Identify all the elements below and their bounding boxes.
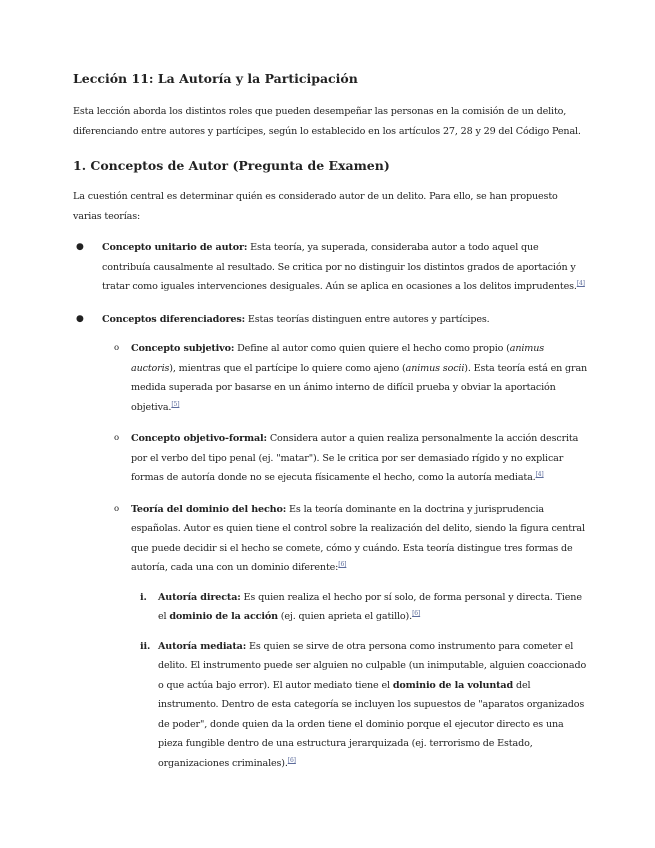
text-mediata-2: del instrumento. Dentro de esta categoría se incluyen los supuestos de "aparatos organizados de poder", donde quien da la orden tiene el dominio porque el ejecutor directo es una pieza fungible dentro de una estructura jerarquizada (ej. terrorismo de Estado, organizaciones criminales).: [158, 679, 585, 769]
bullet-icon: ●: [76, 242, 84, 252]
list-item-autoria-mediata: [131, 637, 588, 774]
list-item-unitario: [73, 238, 588, 297]
list-item-dominio: [102, 500, 588, 774]
footnote-link[interactable]: [6]: [287, 756, 296, 764]
text-directa-1: Es quien realiza el hecho por sí solo, de forma personal y directa. Tiene el: [158, 591, 582, 622]
lesson-title: Lección 11: La Autoría y la Participación: [73, 71, 358, 86]
latin-animus-socii: animus socii: [405, 362, 465, 374]
term-unitario: Concepto unitario de autor:: [102, 242, 248, 253]
term-autoria-mediata: Autoría mediata:: [158, 640, 247, 652]
text-dominio: Es la teoría dominante en la doctrina y jurisprudencia españolas. Autor es quien tiene el control sobre la realización del delito, siendo la figura central que puede decidir si el hecho se comete, cómo y cuándo. Esta teoría distingue tres formas de autoría, cada una con un dominio diferente:: [131, 503, 585, 573]
diferenciadores-sublist: [102, 339, 588, 773]
term-autoria-directa: Autoría directa:: [158, 591, 241, 603]
bold-dominio-voluntad: dominio de la voluntad: [392, 679, 514, 691]
latin-animus-auctoris: animus auctoris: [131, 343, 545, 374]
section-heading: 1. Conceptos de Autor (Pregunta de Examen): [73, 158, 390, 173]
text-unitario: Esta teoría, ya superada, consideraba autor a todo aquel que contribuía causalmente al resultado. Se critica por no distinguir los distintos grados de aportación y tratar como iguales intervenciones desiguales. Aún se aplica en ocasiones a los delitos imprudentes.: [102, 242, 577, 292]
list-item-objetivo-formal: [102, 429, 588, 488]
bold-dominio-accion: dominio de la acción: [169, 611, 278, 622]
theories-list: [73, 238, 588, 773]
item-number: ii.: [140, 640, 151, 652]
hollow-bullet-icon: o: [114, 343, 119, 353]
term-objetivo-formal: Concepto objetivo-formal:: [131, 433, 267, 444]
term-dominio: Teoría del dominio del hecho:: [131, 503, 287, 515]
lesson-intro: Esta lección aborda los distintos roles que pueden desempeñar las personas en la comisión de un delito, diferenciando entre autores y partícipes, según lo establecido en los artículos 27, 28 y 29 del Código Penal.: [73, 106, 581, 137]
footnote-link[interactable]: [4]: [535, 471, 544, 478]
text-objetivo-formal: Considera autor a quien realiza personalmente la acción descrita por el verbo del tipo penal (ej. "matar"). Se le critica por ser demasiado rígido y no explicar formas de autoría donde no se ejecuta físicamente el hecho, como la autoría mediata.: [131, 433, 579, 483]
autoria-forms-list: [131, 588, 588, 774]
list-item-subjetivo: [102, 339, 588, 417]
text-subjetivo-1: Define al autor como quien quiere el hecho como propio (: [234, 343, 510, 354]
term-subjetivo: Concepto subjetivo:: [131, 343, 235, 354]
footnote-link[interactable]: [6]: [412, 610, 421, 617]
list-item-autoria-directa: [131, 588, 588, 627]
term-diferenciadores: Conceptos diferenciadores:: [102, 313, 245, 325]
bullet-icon: ●: [76, 313, 84, 324]
text-diferenciadores: Estas teorías distinguen entre autores y partícipes.: [244, 313, 490, 325]
list-item-diferenciadores: [73, 310, 588, 774]
item-number: i.: [140, 591, 147, 603]
footnote-link[interactable]: [5]: [171, 400, 180, 408]
hollow-bullet-icon: o: [114, 433, 119, 443]
text-subjetivo-2: ), mientras que el partícipe lo quiere como ajeno (: [169, 362, 406, 374]
text-mediata-1: Es quien se sirve de otra persona como instrumento para cometer el delito. El instrumento puede ser alguien no culpable (un inimputable, alguien coaccionado o que actúa bajo error). El autor mediato tiene el: [158, 640, 587, 691]
document-content: [73, 70, 588, 786]
footnote-link[interactable]: [6]: [338, 561, 347, 568]
text-directa-2: (ej. quien aprieta el gatillo).: [277, 611, 413, 622]
footnote-link[interactable]: [4]: [576, 280, 585, 287]
hollow-bullet-icon: o: [114, 503, 119, 514]
section-intro: La cuestión central es determinar quién es considerado autor de un delito. Para ello, se han propuesto varias teorías:: [73, 191, 558, 222]
text-subjetivo-3: ). Esta teoría está en gran medida superada por basarse en un ánimo interno de difícil prueba y obviar la aportación objetiva.: [131, 362, 588, 413]
